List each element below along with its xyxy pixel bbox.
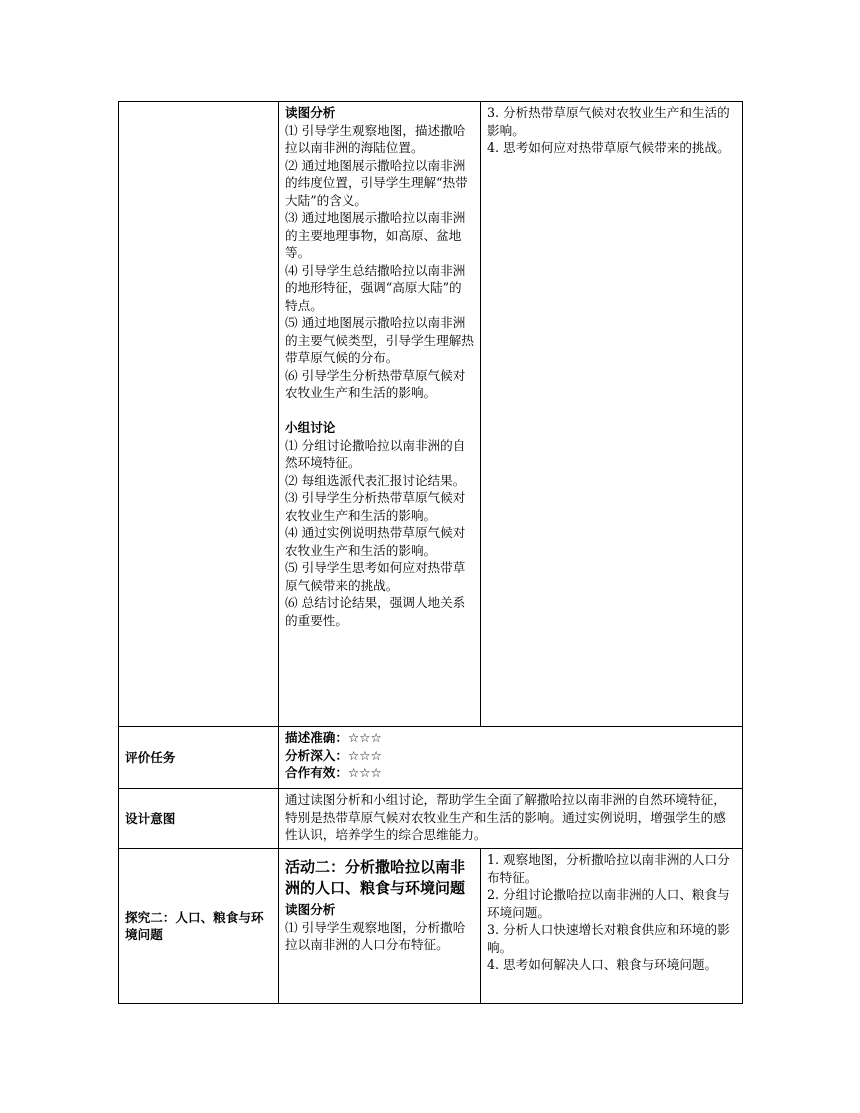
- teacher-activities-cell: [279, 849, 481, 1004]
- list-item: 2. 分组讨论撒哈拉以南非洲的人口、粮食与环境问题。: [487, 887, 730, 920]
- teacher-activities-cell: [279, 102, 481, 727]
- star-rating: ☆☆☆: [347, 765, 382, 780]
- list-item: 4. 思考如何应对热带草原气候带来的挑战。: [487, 140, 730, 155]
- list-item: 3. 分析人口快速增长对粮食供应和环境的影响。: [487, 922, 730, 955]
- activity-title: 活动二：分析撒哈拉以南非洲的人口、粮食与环境问题: [285, 858, 466, 897]
- inquiry-two-label: 探究二：人口、粮食与环境问题: [119, 849, 279, 1004]
- list-item: ⑴ 引导学生观察地图，分析撒哈拉以南非洲的人口分布特征。: [285, 919, 466, 952]
- list-item: ⑵ 通过地图展示撒哈拉以南非洲的纬度位置，引导学生理解“热带大陆”的含义。: [285, 157, 468, 208]
- design-intent-label: 设计意图: [119, 789, 279, 849]
- list-item: 4. 思考如何解决人口、粮食与环境问题。: [487, 957, 718, 972]
- rating-row: [285, 747, 736, 765]
- section-title: 读图分析: [285, 105, 336, 120]
- empty-label-cell: [119, 102, 279, 727]
- table-row: [119, 102, 743, 727]
- star-rating: ☆☆☆: [347, 747, 382, 763]
- list-item: ⑴ 引导学生观察地图，描述撒哈拉以南非洲的海陆位置。: [285, 122, 466, 155]
- list-item: ⑹ 引导学生分析热带草原气候对农牧业生产和生活的影响。: [285, 367, 466, 400]
- list-item: 3. 分析热带草原气候对农牧业生产和生活的影响。: [487, 105, 730, 138]
- list-item: ⑵ 每组选派代表汇报讨论结果。: [285, 472, 466, 488]
- lesson-plan-table: [118, 101, 743, 1004]
- table-row: [119, 727, 743, 789]
- list-item: ⑶ 通过地图展示撒哈拉以南非洲的主要地理事物，如高原、盆地等。: [285, 210, 466, 260]
- list-item: ⑷ 通过实例说明热带草原气候对农牧业生产和生活的影响。: [285, 525, 466, 558]
- table-row: [119, 789, 743, 849]
- list-item: ⑹ 总结讨论结果，强调人地关系的重要性。: [285, 595, 466, 628]
- rating-row: [285, 764, 736, 782]
- rating-row: [285, 729, 736, 747]
- criterion-label: 分析深入：: [285, 747, 348, 763]
- evaluation-label: 评价任务: [119, 727, 279, 789]
- student-activities-cell: [481, 102, 743, 727]
- student-activities-cell: [481, 849, 743, 1004]
- list-item: ⑷ 引导学生总结撒哈拉以南非洲的地形特征，强调“高原大陆”的特点。: [285, 262, 466, 313]
- table-row: [119, 849, 743, 1004]
- section-title: 读图分析: [285, 902, 336, 917]
- section-title: 小组讨论: [285, 420, 336, 435]
- list-item: ⑸ 引导学生思考如何应对热带草原气候带来的挑战。: [285, 560, 466, 593]
- list-item: ⑶ 引导学生分析热带草原气候对农牧业生产和生活的影响。: [285, 490, 466, 523]
- criterion-label: 合作有效：: [285, 765, 348, 780]
- list-item: 1. 观察地图，分析撒哈拉以南非洲的人口分布特征。: [487, 852, 730, 885]
- evaluation-cell: [279, 727, 743, 789]
- list-item: ⑸ 通过地图展示撒哈拉以南非洲的主要气候类型，引导学生理解热带草原气候的分布。: [285, 315, 474, 365]
- list-item: ⑴ 分组讨论撒哈拉以南非洲的自然环境特征。: [285, 437, 466, 470]
- design-intent-text: 通过读图分析和小组讨论，帮助学生全面了解撒哈拉以南非洲的自然环境特征，特别是热带草原气候对农牧业生产和生活的影响。通过实例说明，增强学生的感性认识，培养学生的综合思维能力。: [279, 789, 743, 849]
- star-rating: ☆☆☆: [347, 730, 382, 745]
- criterion-label: 描述准确：: [285, 730, 348, 745]
